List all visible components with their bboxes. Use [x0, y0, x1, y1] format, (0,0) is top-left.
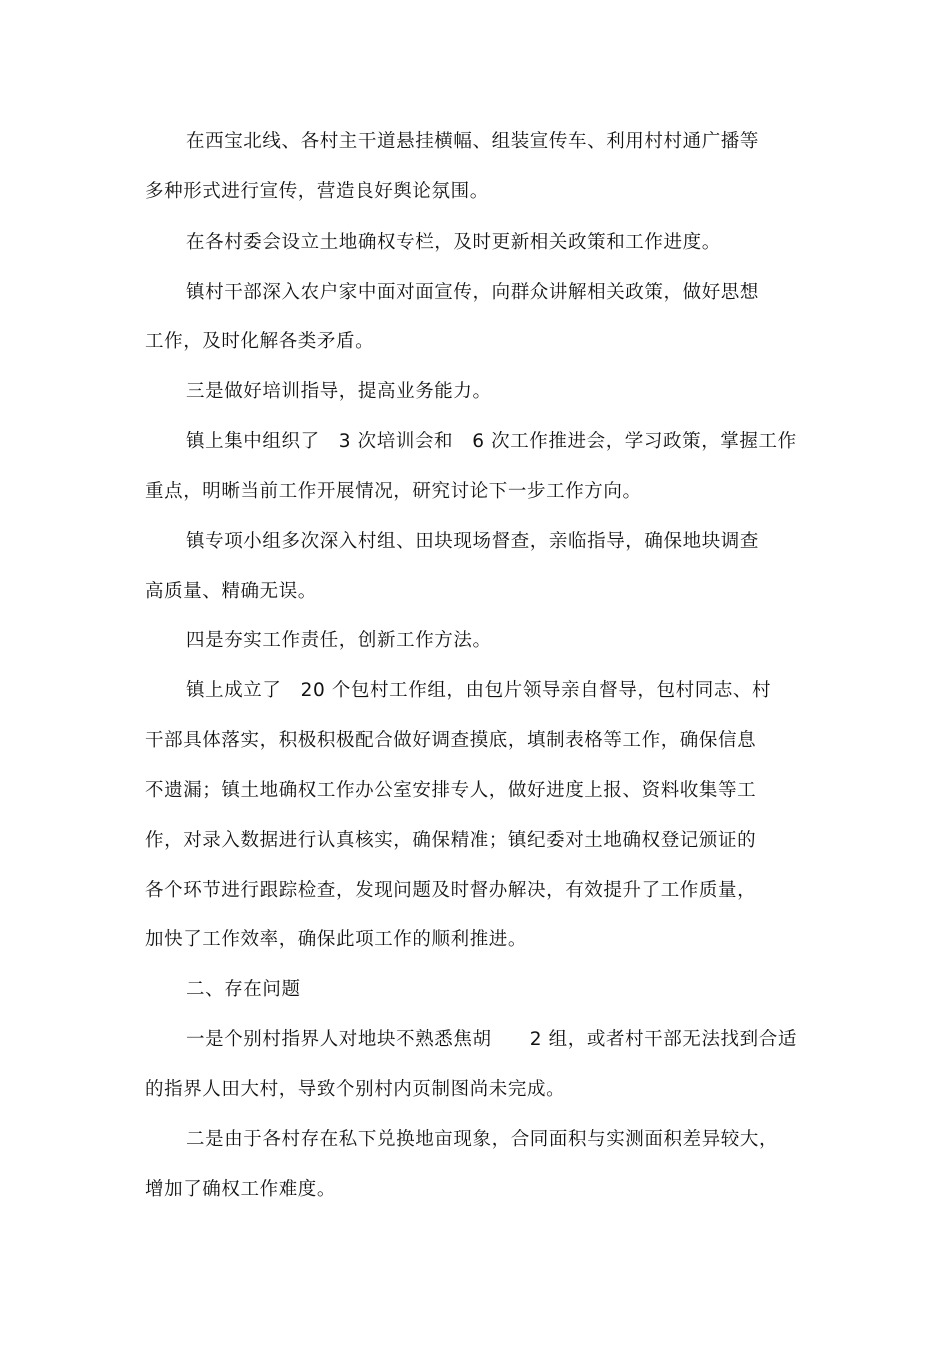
text-line: 二是由于各村存在私下兑换地亩现象，合同面积与实测面积差异较大， — [186, 1129, 779, 1150]
text-line: 工作，及时化解各类矛盾。 — [145, 331, 375, 352]
text-line: 一是个别村指界人对地块不熟悉焦胡 2 组，或者村干部无法找到合适 — [186, 1029, 797, 1050]
text-line: 重点，明晰当前工作开展情况，研究讨论下一步工作方向。 — [145, 481, 642, 502]
section-heading: 三是做好培训指导，提高业务能力。 — [186, 381, 492, 402]
text-line: 镇上集中组织了 3 次培训会和 6 次工作推进会，学习政策，掌握工作 — [186, 431, 797, 452]
section-heading: 四是夯实工作责任，创新工作方法。 — [186, 630, 492, 651]
text-line: 加快了工作效率，确保此项工作的顺利推进。 — [145, 929, 528, 950]
text-line: 的指界人田大村，导致个别村内页制图尚未完成。 — [145, 1079, 566, 1100]
text-line: 高质量、精确无误。 — [145, 581, 317, 602]
text-line: 各个环节进行跟踪检查，发现问题及时督办解决，有效提升了工作质量， — [145, 880, 757, 901]
text-line: 干部具体落实，积极积极配合做好调查摸底，填制表格等工作，确保信息 — [145, 730, 757, 751]
text-line: 在西宝北线、各村主干道悬挂横幅、组装宣传车、利用村村通广播等 — [186, 131, 760, 152]
text-line: 在各村委会设立土地确权专栏，及时更新相关政策和工作进度。 — [186, 232, 721, 253]
text-line: 镇村干部深入农户家中面对面宣传，向群众讲解相关政策，做好思想 — [186, 282, 760, 303]
text-line: 增加了确权工作难度。 — [145, 1179, 337, 1200]
text-line: 多种形式进行宣传，营造良好舆论氛围。 — [145, 181, 489, 202]
text-line: 不遗漏；镇土地确权工作办公室安排专人，做好进度上报、资料收集等工 — [145, 780, 757, 801]
text-line: 镇上成立了 20 个包村工作组，由包片领导亲自督导，包村同志、村 — [186, 680, 772, 701]
text-line: 作，对录入数据进行认真核实，确保精准；镇纪委对土地确权登记颁证的 — [145, 830, 757, 851]
section-heading: 二、存在问题 — [186, 979, 301, 1000]
text-line: 镇专项小组多次深入村组、田块现场督查，亲临指导，确保地块调查 — [186, 531, 760, 552]
